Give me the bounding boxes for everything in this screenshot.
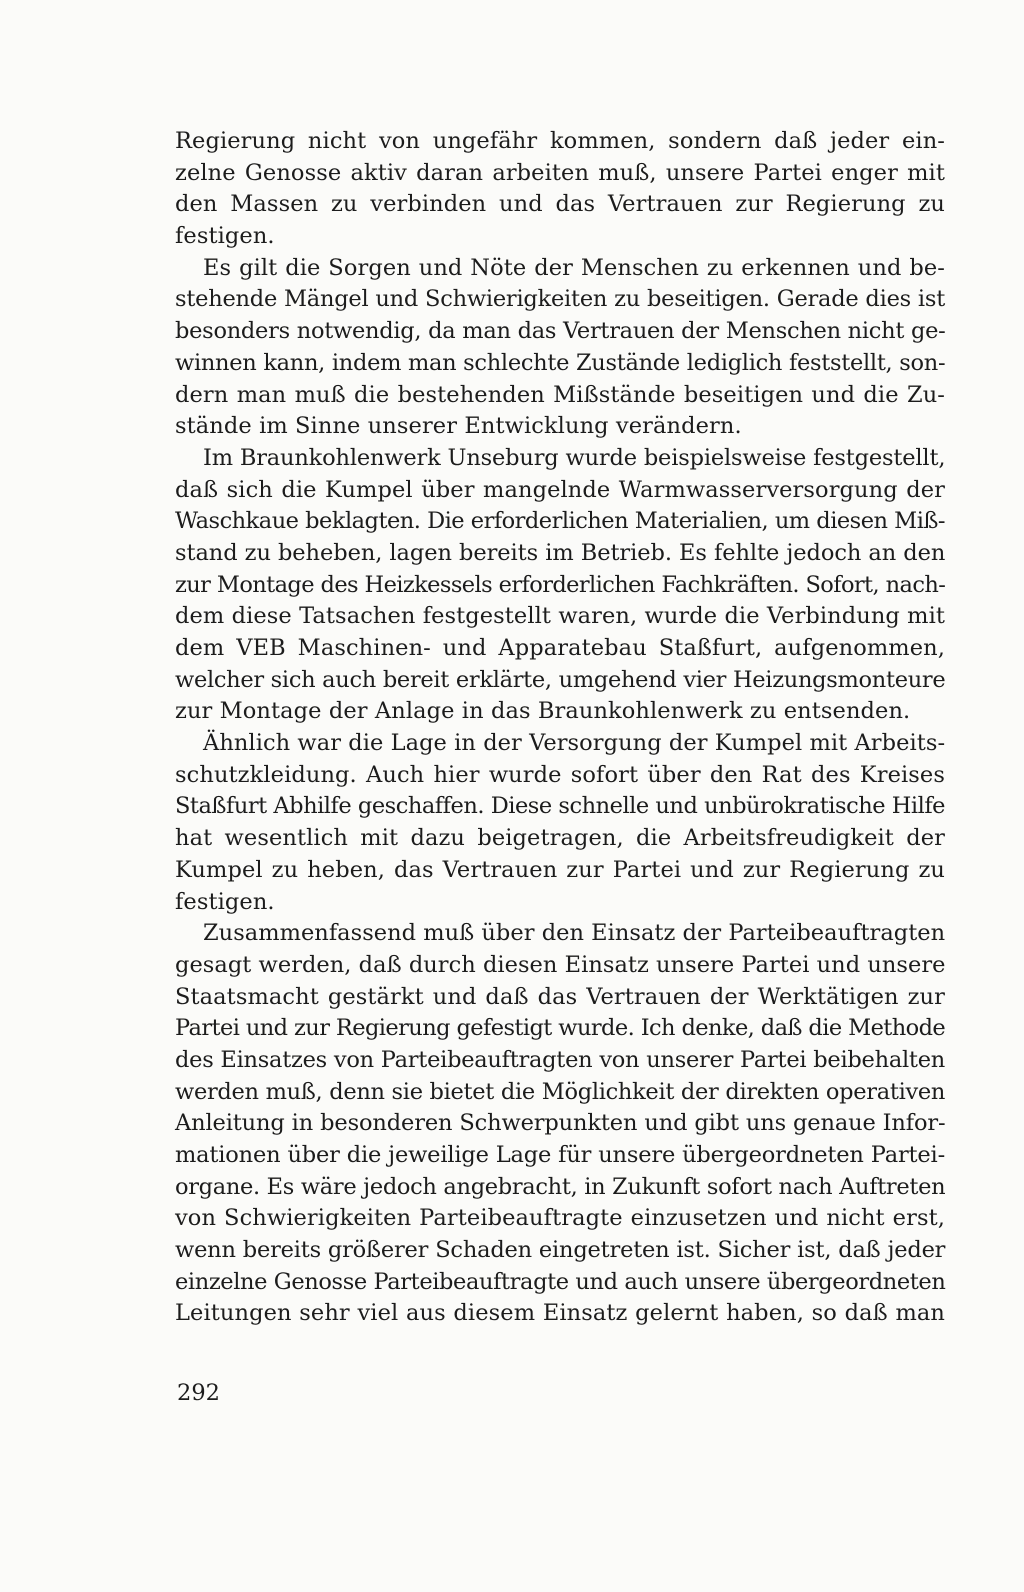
text-line: Leitungen sehr viel aus diesem Einsatz gelernt haben, so daß man — [175, 1300, 945, 1327]
text-line: Regierung nicht von ungefähr kommen, sondern daß jeder ein- — [175, 128, 945, 154]
text-line: werden muß, denn sie bietet die Möglichkeit der direkten operativen — [175, 1078, 946, 1105]
text-line: dem VEB Maschinen- und Apparatebau Staßfurt, aufgenommen, — [175, 635, 945, 661]
text-line: Zusammenfassend muß über den Einsatz der Parteibeauftragten — [203, 920, 946, 947]
paragraph — [175, 126, 945, 253]
text-line: Partei und zur Regierung gefestigt wurde. Ich denke, daß die Methode — [175, 1015, 946, 1042]
text-line: Anleitung in besonderen Schwerpunkten und gibt uns genaue Infor- — [175, 1110, 946, 1137]
text-line: zur Montage des Heizkessels erforderlichen Fachkräften. Sofort, nach- — [175, 571, 946, 598]
text-line: Es gilt die Sorgen und Nöte der Menschen zu erkennen und be- — [203, 254, 945, 281]
text-line: Kumpel zu heben, das Vertrauen zur Partei und zur Regierung zu — [175, 856, 945, 883]
text-line: einzelne Genosse Parteibeauftragte und auch unsere übergeordneten — [175, 1268, 946, 1295]
text-line: des Einsatzes von Parteibeauftragten von unserer Partei beibehalten — [175, 1046, 945, 1073]
text-line: gesagt werden, daß durch diesen Einsatz unsere Partei und unsere — [175, 951, 946, 978]
text-line: stände im Sinne unserer Entwicklung verändern. — [175, 413, 742, 440]
text-line: Staatsmacht gestärkt und daß das Vertrauen der Werktätigen zur — [175, 983, 945, 1010]
text-line: dern man muß die bestehenden Mißstände beseitigen und die Zu- — [175, 381, 945, 408]
text-line: zelne Genosse aktiv daran arbeiten muß, unsere Partei enger mit — [175, 159, 945, 186]
text-line: Waschkaue beklagten. Die erforderlichen Materialien, um diesen Miß- — [175, 508, 945, 535]
text-line: den Massen zu verbinden und das Vertrauen zur Regierung zu — [175, 191, 945, 218]
text-line: besonders notwendig, da man das Vertrauen der Menschen nicht ge- — [175, 318, 946, 345]
text-line: mationen über die jeweilige Lage für unsere übergeordneten Partei- — [175, 1142, 945, 1168]
text-line: organe. Es wäre jedoch angebracht, in Zukunft sofort nach Auftreten — [175, 1173, 946, 1200]
text-line: von Schwierigkeiten Parteibeauftragte einzusetzen und nicht erst, — [175, 1205, 945, 1232]
text-line: stehende Mängel und Schwierigkeiten zu beseitigen. Gerade dies ist — [175, 286, 945, 313]
text-line: daß sich die Kumpel über mangelnde Warmwasserversorgung der — [175, 476, 945, 503]
paragraph — [175, 728, 945, 918]
page-number: 292 — [177, 1380, 220, 1406]
text-line: stand zu beheben, lagen bereits im Betrieb. Es fehlte jedoch an den — [175, 539, 946, 566]
text-line: welcher sich auch bereit erklärte, umgehend vier Heizungsmonteure — [175, 666, 946, 693]
paragraph — [175, 443, 945, 728]
text-line: Im Braunkohlenwerk Unseburg wurde beispielsweise festgestellt, — [203, 444, 946, 471]
text-line: zur Montage der Anlage in das Braunkohlenwerk zu entsenden. — [175, 698, 911, 725]
text-line: schutzkleidung. Auch hier wurde sofort über den Rat des Kreises — [175, 761, 945, 788]
paragraph — [175, 918, 945, 1330]
text-line: hat wesentlich mit dazu beigetragen, die Arbeitsfreudigkeit der — [175, 825, 945, 852]
text-line: festigen. — [175, 888, 275, 915]
text-line: wenn bereits größerer Schaden eingetreten ist. Sicher ist, daß jeder — [175, 1237, 946, 1264]
text-line: dem diese Tatsachen festgestellt waren, wurde die Verbindung mit — [175, 603, 945, 630]
text-line: winnen kann, indem man schlechte Zustände lediglich feststellt, son- — [175, 349, 946, 376]
text-line: Ähnlich war die Lage in der Versorgung der Kumpel mit Arbeits- — [203, 730, 946, 757]
text-line: Staßfurt Abhilfe geschaffen. Diese schnelle und unbürokratische Hilfe — [175, 793, 945, 820]
text-line: festigen. — [175, 223, 275, 250]
paragraph — [175, 253, 945, 443]
page-body — [175, 126, 945, 1330]
